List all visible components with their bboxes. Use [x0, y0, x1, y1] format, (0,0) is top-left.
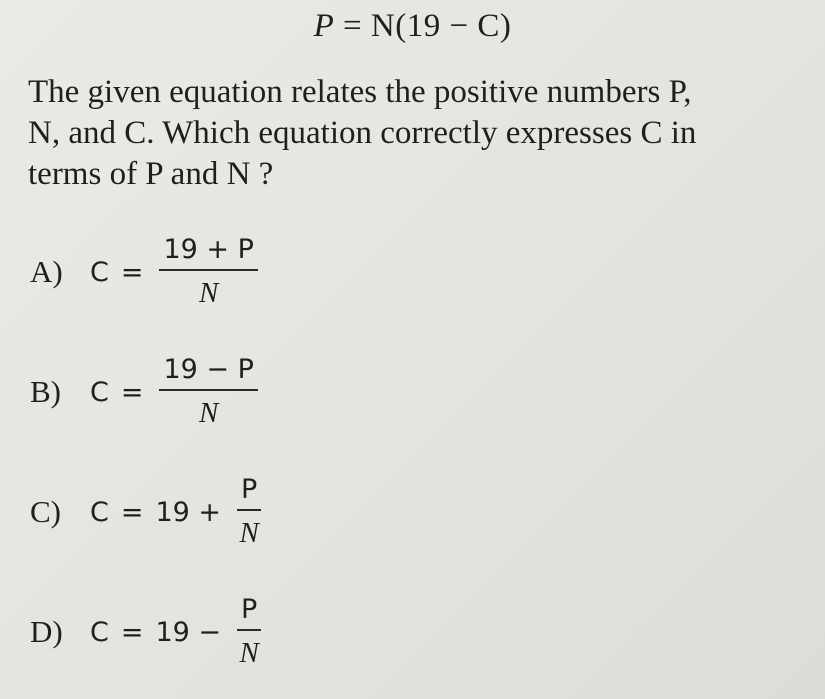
choice-b[interactable]	[30, 352, 262, 432]
choice-d-equals: =	[120, 616, 144, 648]
equation-rhs: N(19 − C)	[370, 8, 512, 44]
choice-c-lhs: C	[90, 496, 109, 528]
equation-lhs: P	[313, 8, 335, 44]
choice-a-letter: A)	[30, 254, 63, 289]
choice-b-letter: B)	[30, 374, 61, 409]
choice-c-fraction	[237, 474, 261, 550]
choice-b-lhs: C	[90, 376, 109, 408]
choice-c-numerator: P	[241, 474, 258, 505]
question-line-3: terms of P and N ?	[28, 156, 274, 192]
choice-d-numerator: P	[241, 594, 258, 625]
choice-c-equals: =	[120, 496, 144, 528]
given-equation	[0, 8, 825, 45]
choice-b-denominator: N	[199, 397, 219, 429]
choice-a-fraction	[159, 234, 257, 310]
question-line-2: N, and C. Which equation correctly expresses C in	[28, 115, 697, 151]
question-text	[28, 72, 808, 195]
choice-d-denominator: N	[239, 637, 259, 669]
choice-d-lhs: C	[90, 616, 109, 648]
question-line-1: The given equation relates the positive numbers P,	[28, 74, 692, 110]
choice-c[interactable]	[30, 472, 265, 552]
choice-b-equals: =	[120, 376, 144, 408]
choice-b-fraction	[159, 354, 257, 430]
choice-c-letter: C)	[30, 494, 61, 529]
choice-a-denominator: N	[199, 277, 219, 309]
choice-d-letter: D)	[30, 614, 63, 649]
choice-a[interactable]	[30, 232, 262, 312]
choice-d-fraction	[237, 594, 261, 670]
choice-a-equals: =	[120, 256, 144, 288]
choice-a-lhs: C	[90, 256, 109, 288]
choice-d-prefix: 19 −	[155, 616, 222, 648]
choice-d[interactable]	[30, 592, 265, 672]
choice-a-numerator: 19 + P	[163, 234, 254, 265]
equation-equals: =	[343, 8, 363, 44]
choice-b-numerator: 19 − P	[163, 354, 254, 385]
choice-c-prefix: 19 +	[155, 496, 222, 528]
choice-c-denominator: N	[239, 517, 259, 549]
